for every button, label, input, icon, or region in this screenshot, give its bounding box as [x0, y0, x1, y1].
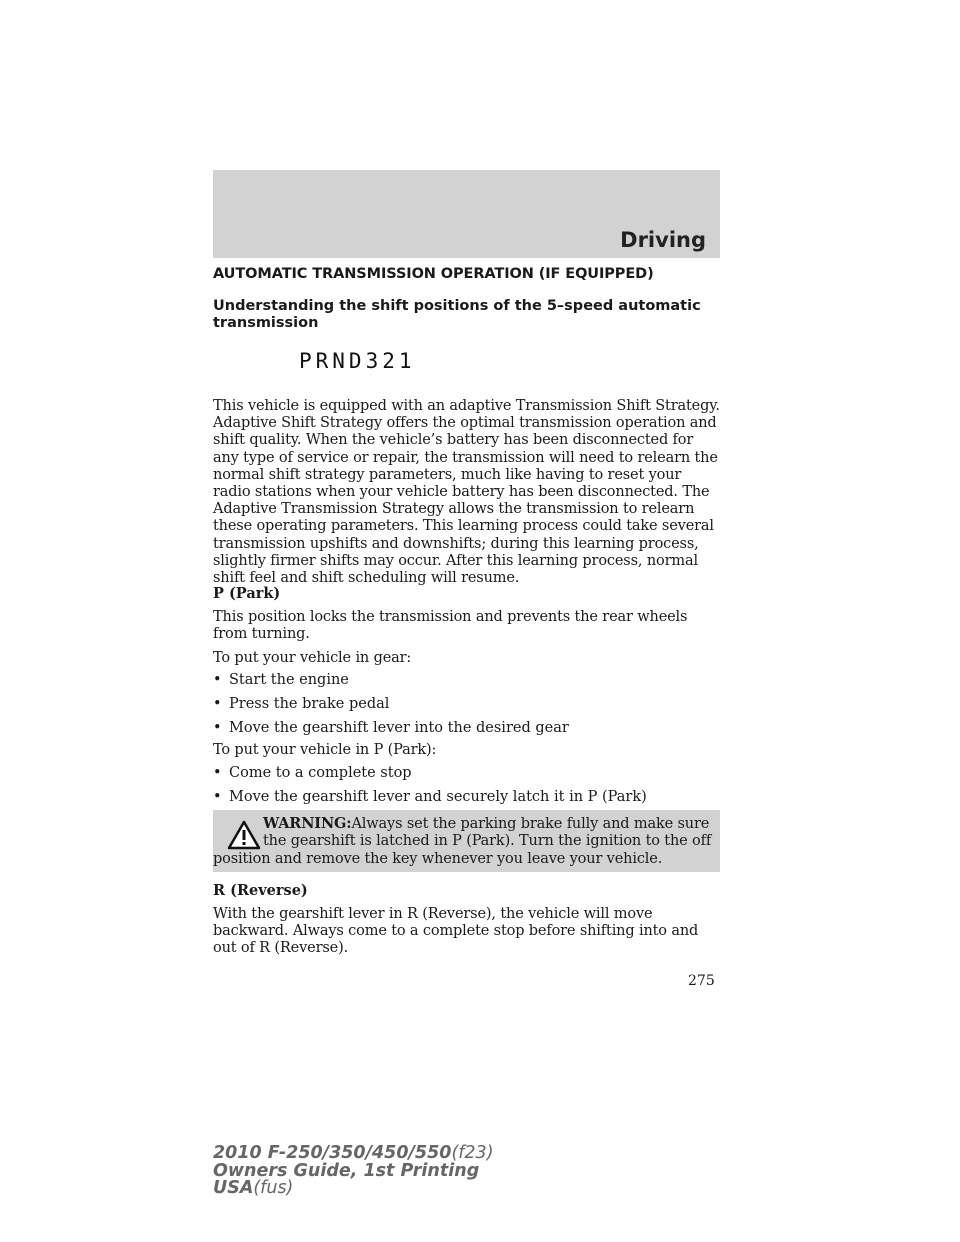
- footer-market: USA: [213, 1178, 254, 1199]
- intro-paragraph: This vehicle is equipped with an adaptive Transmission Shift Strategy. Adaptive Shift Strategy offers the optimal transmission operation and shift quality. When the vehicle’s battery has been disconnected for any type of service or repair, the transmission will need to relearn the normal shift strategy parameters, much like having to reset your radio stations when your vehicle battery has been disconnected. The Adaptive Transmission Strategy allows the transmission to relearn these operating parameters. This learning process could take several transmission upshifts and downshifts; during this learning process, slightly firmer shifts may occur. After this learning process, normal shift feel and shift scheduling will resume.: [213, 398, 720, 587]
- bullet-icon: •: [213, 672, 222, 688]
- footer-model: 2010 F-250/350/450/550: [213, 1143, 452, 1163]
- footer-model-code: (f23): [451, 1143, 494, 1163]
- list-item-text: Press the brake pedal: [229, 696, 390, 712]
- bullet-icon: •: [213, 765, 222, 781]
- list-item: [213, 696, 723, 720]
- bullet-icon: •: [213, 696, 222, 712]
- gear-steps-intro: To put your vehicle in gear:: [213, 650, 412, 666]
- park-heading: P (Park): [213, 585, 281, 602]
- list-item: [213, 765, 723, 789]
- page-heading: AUTOMATIC TRANSMISSION OPERATION (IF EQUIPPED): [213, 266, 654, 282]
- warning-box: [213, 810, 720, 872]
- park-steps-list: [213, 765, 723, 813]
- list-item: [213, 672, 723, 696]
- list-item-text: Move the gearshift lever into the desired gear: [229, 720, 569, 736]
- warning-text: [213, 815, 713, 868]
- gear-position-display: PRND321: [299, 349, 416, 373]
- bullet-icon: •: [213, 720, 222, 736]
- footer-guide: Owners Guide, 1st Printing: [213, 1160, 480, 1181]
- park-steps-intro: To put your vehicle in P (Park):: [213, 742, 437, 758]
- list-item: [213, 720, 723, 744]
- gear-steps-list: [213, 672, 723, 744]
- bullet-icon: •: [213, 789, 222, 805]
- park-description: This position locks the transmission and prevents the rear wheels from turning.: [213, 609, 688, 643]
- reverse-heading: R (Reverse): [213, 882, 308, 899]
- footer-line-model: [213, 1145, 494, 1163]
- warning-icon-spacer: [213, 815, 263, 849]
- page-number: 275: [688, 973, 715, 989]
- section-title: Driving: [620, 228, 706, 252]
- section-header-band: [213, 170, 720, 258]
- footer-market-code: (fus): [253, 1178, 294, 1199]
- subheading: Understanding the shift positions of the 5–speed automatic transmission: [213, 298, 701, 331]
- warning-lead: WARNING:: [263, 815, 352, 832]
- footer-line-market: [213, 1180, 494, 1198]
- list-item-text: Start the engine: [229, 672, 349, 688]
- footer: [213, 1145, 494, 1198]
- warning-body: Always set the parking brake fully and make sure the gearshift is latched in P (Park). Turn the ignition to the off position and remove the key whenever you leave your vehicle.: [213, 816, 712, 867]
- reverse-description: With the gearshift lever in R (Reverse), the vehicle will move backward. Always come to a complete stop before shifting into and out of R (Reverse).: [213, 906, 699, 957]
- list-item-text: Move the gearshift lever and securely latch it in P (Park): [229, 789, 647, 805]
- list-item-text: Come to a complete stop: [229, 765, 412, 781]
